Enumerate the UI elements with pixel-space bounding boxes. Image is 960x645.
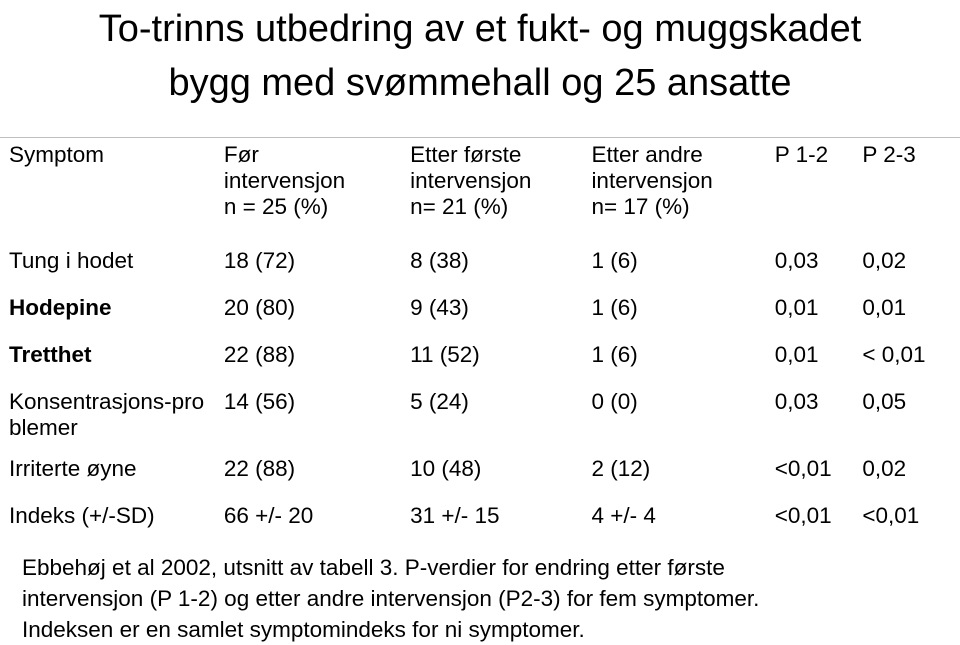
symptom-cell: Konsentrasjons-problemer: [9, 389, 205, 440]
table-top-rule: [0, 137, 960, 138]
p-value-cell: <0,01: [774, 503, 832, 528]
value-cell: 5 (24): [410, 389, 469, 414]
p-value-cell: 0,01: [774, 295, 819, 320]
value-cell: 8 (38): [410, 248, 469, 273]
value-cell: 2 (12): [591, 456, 651, 481]
value-cell: 66 +/- 20: [223, 503, 314, 528]
value-cell: 20 (80): [223, 295, 296, 320]
value-cell: 11 (52): [410, 342, 480, 367]
header-symptom: Symptom: [9, 142, 105, 167]
header-after-first: Etter første intervensjon n= 21 (%): [410, 142, 532, 219]
symptom-cell: Irriterte øyne: [9, 456, 137, 481]
value-cell: 10 (48): [410, 456, 482, 481]
p-value-cell: <0,01: [862, 503, 920, 528]
symptom-cell: Indeks (+/-SD): [9, 503, 155, 528]
caption-line-3: Indeksen er en samlet symptomindeks for ni symptomer.: [22, 617, 585, 642]
table-row: [0, 498, 960, 545]
p-value-cell: < 0,01: [862, 342, 926, 367]
slide-title: [0, 2, 960, 110]
header-after-second: Etter andre intervensjon n= 17 (%): [591, 142, 713, 219]
value-cell: 1 (6): [591, 248, 638, 273]
p-value-cell: <0,01: [774, 456, 832, 481]
p-value-cell: 0,02: [862, 456, 907, 481]
p-value-cell: 0,02: [862, 248, 907, 273]
caption-line-1: Ebbehøj et al 2002, utsnitt av tabell 3. P-verdier for endring etter første: [22, 555, 725, 580]
table-row: [0, 337, 960, 384]
table-header-row: [0, 140, 960, 243]
title-line-1: To-trinns utbedring av et fukt- og muggskadet: [98, 8, 862, 50]
source-caption: [22, 552, 952, 645]
value-cell: 9 (43): [410, 295, 469, 320]
table-row: [0, 384, 960, 451]
value-cell: 31 +/- 15: [410, 503, 500, 528]
value-cell: 14 (56): [223, 389, 296, 414]
symptom-cell: Tung i hodet: [9, 248, 134, 273]
value-cell: 22 (88): [223, 456, 296, 481]
caption-line-2: intervensjon (P 1-2) og etter andre intervensjon (P2-3) for fem symptomer.: [22, 586, 760, 611]
p-value-cell: 0,05: [862, 389, 907, 414]
header-p23: P 2-3: [862, 142, 916, 167]
p-value-cell: 0,03: [774, 248, 819, 273]
symptom-table: [0, 140, 960, 545]
title-line-2: bygg med svømmehall og 25 ansatte: [168, 62, 792, 104]
value-cell: 1 (6): [591, 342, 638, 367]
table-row: [0, 243, 960, 290]
p-value-cell: 0,01: [862, 295, 907, 320]
header-before: Før intervensjon n = 25 (%): [223, 142, 346, 219]
value-cell: 1 (6): [591, 295, 638, 320]
value-cell: 4 +/- 4: [591, 503, 656, 528]
table-row: [0, 290, 960, 337]
symptom-cell: Hodepine: [9, 295, 112, 320]
value-cell: 22 (88): [223, 342, 296, 367]
p-value-cell: 0,01: [774, 342, 819, 367]
p-value-cell: 0,03: [774, 389, 819, 414]
value-cell: 0 (0): [591, 389, 638, 414]
header-p12: P 1-2: [774, 142, 829, 167]
value-cell: 18 (72): [223, 248, 296, 273]
table-row: [0, 451, 960, 498]
symptom-cell: Tretthet: [9, 342, 92, 367]
